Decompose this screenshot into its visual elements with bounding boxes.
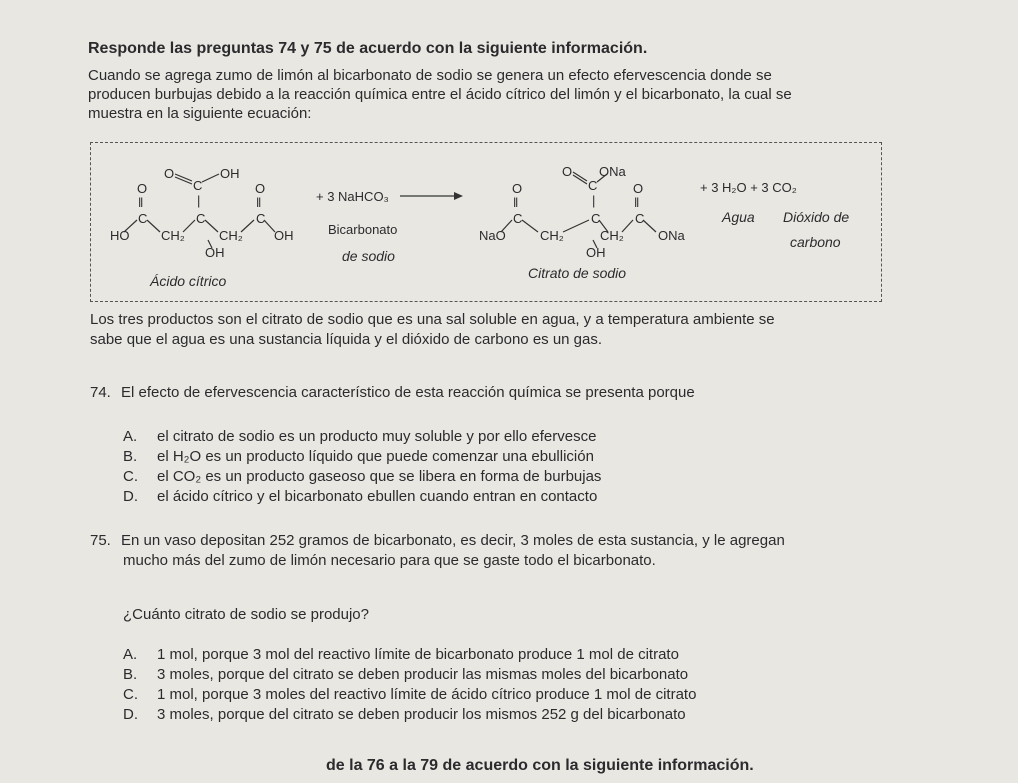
atom-c: C	[138, 211, 148, 226]
question-stem-line-2: mucho más del zumo de limón necesario para que se gaste todo el bicarbonato.	[123, 552, 656, 569]
atom-ona: ONa	[599, 164, 626, 179]
option-letter: C.	[123, 468, 138, 485]
single-bond: |	[592, 193, 596, 208]
option-text: el CO₂ es un producto gaseoso que se libera en forma de burbujas	[157, 468, 602, 485]
double-bond: ‖	[138, 195, 144, 210]
co2-label-2: carbono	[790, 234, 841, 250]
option-d[interactable]	[123, 488, 597, 505]
footer-header: de la 76 a la 79 de acuerdo con la siguiente información.	[326, 757, 754, 774]
atom-ch2: CH₂	[161, 228, 185, 243]
atom-o: O	[633, 181, 644, 196]
question-prompt: ¿Cuánto citrato de sodio se produjo?	[123, 606, 369, 623]
after-line-2: sabe que el agua es una sustancia líquida y el dióxido de carbono es un gas.	[90, 331, 603, 348]
atom-ho: HO	[110, 228, 130, 243]
atom-nao: NaO	[479, 228, 506, 243]
atom-oh: OH	[586, 245, 606, 260]
atom-c: C	[196, 211, 206, 226]
option-text: el H₂O es un producto líquido que puede comenzar una ebullición	[157, 448, 594, 465]
option-letter: D.	[123, 488, 138, 505]
option-text: 1 mol, porque 3 mol del reactivo límite de bicarbonato produce 1 mol de citrato	[157, 646, 679, 663]
atom-c: C	[256, 211, 266, 226]
water-label: Agua	[722, 209, 755, 225]
bicarbonate-formula: + 3 NaHCO₃	[316, 189, 389, 204]
double-bond: ‖	[634, 195, 640, 210]
option-a[interactable]	[123, 428, 596, 445]
question-stem-line-1: En un vaso depositan 252 gramos de bicarbonato, es decir, 3 moles de esta sustancia, y le agregan	[121, 532, 785, 549]
option-text: el citrato de sodio es un producto muy soluble y por ello efervesce	[157, 428, 597, 445]
section-header: Responde las preguntas 74 y 75 de acuerdo con la siguiente información.	[88, 40, 648, 57]
bicarbonate-label-2: de sodio	[342, 248, 395, 264]
question-stem: El efecto de efervescencia característico de esta reacción química se presenta porque	[121, 384, 695, 401]
option-text: 3 moles, porque del citrato se deben producir las mismas moles del bicarbonato	[157, 666, 689, 683]
co2-label-1: Dióxido de	[783, 209, 850, 225]
option-b[interactable]	[123, 448, 594, 465]
option-c[interactable]	[123, 468, 601, 485]
atom-o: O	[137, 181, 148, 196]
question-number: 75.	[90, 532, 111, 549]
intro-line-3: muestra en la siguiente ecuación:	[88, 105, 312, 122]
option-text: 1 mol, porque 3 moles del reactivo límite de ácido cítrico produce 1 mol de citrato	[157, 686, 697, 703]
option-b[interactable]	[123, 666, 688, 683]
option-text: 3 moles, porque del citrato se deben producir los mismos 252 g del bicarbonato	[157, 706, 686, 723]
option-letter: A.	[123, 646, 138, 663]
atom-oh: OH	[220, 166, 240, 181]
atom-oh: OH	[205, 245, 225, 260]
citric-acid-label: Ácido cítrico	[150, 273, 227, 289]
atom-c: C	[193, 178, 203, 193]
atom-ch2: CH₂	[219, 228, 243, 243]
option-letter: B.	[123, 448, 138, 465]
option-letter: A.	[123, 428, 138, 445]
atom-c: C	[588, 178, 598, 193]
bicarbonate-label-1: Bicarbonato	[328, 222, 398, 237]
double-bond: ‖	[513, 195, 519, 210]
atom-ch2: CH₂	[540, 228, 564, 243]
atom-ch2: CH₂	[600, 228, 624, 243]
question-number: 74.	[90, 384, 111, 401]
option-letter: D.	[123, 706, 138, 723]
intro-line-1: Cuando se agrega zumo de limón al bicarbonato de sodio se genera un efecto efervescencia donde se	[88, 67, 772, 84]
single-bond: |	[197, 193, 201, 208]
intro-line-2: producen burbujas debido a la reacción química entre el ácido cítrico del limón y el bicarbonato, la cual se	[88, 86, 792, 103]
option-text: el ácido cítrico y el bicarbonato ebullen cuando entran en contacto	[157, 488, 598, 505]
atom-c: C	[635, 211, 645, 226]
atom-o: O	[164, 166, 175, 181]
option-letter: B.	[123, 666, 138, 683]
atom-ona: ONa	[658, 228, 685, 243]
sodium-citrate-label: Citrato de sodio	[528, 265, 627, 281]
atom-o: O	[562, 164, 573, 179]
atom-o: O	[512, 181, 523, 196]
atom-oh: OH	[274, 228, 294, 243]
products-formula: + 3 H₂O + 3 CO₂	[700, 180, 797, 195]
option-a[interactable]	[123, 646, 679, 663]
atom-c: C	[513, 211, 523, 226]
option-d[interactable]	[123, 706, 686, 723]
option-letter: C.	[123, 686, 138, 703]
double-bond: ‖	[256, 195, 262, 210]
atom-o: O	[255, 181, 266, 196]
after-line-1: Los tres productos son el citrato de sodio que es una sal soluble en agua, y a temperatura ambiente se	[90, 311, 775, 328]
option-c[interactable]	[123, 686, 696, 703]
atom-c: C	[591, 211, 601, 226]
